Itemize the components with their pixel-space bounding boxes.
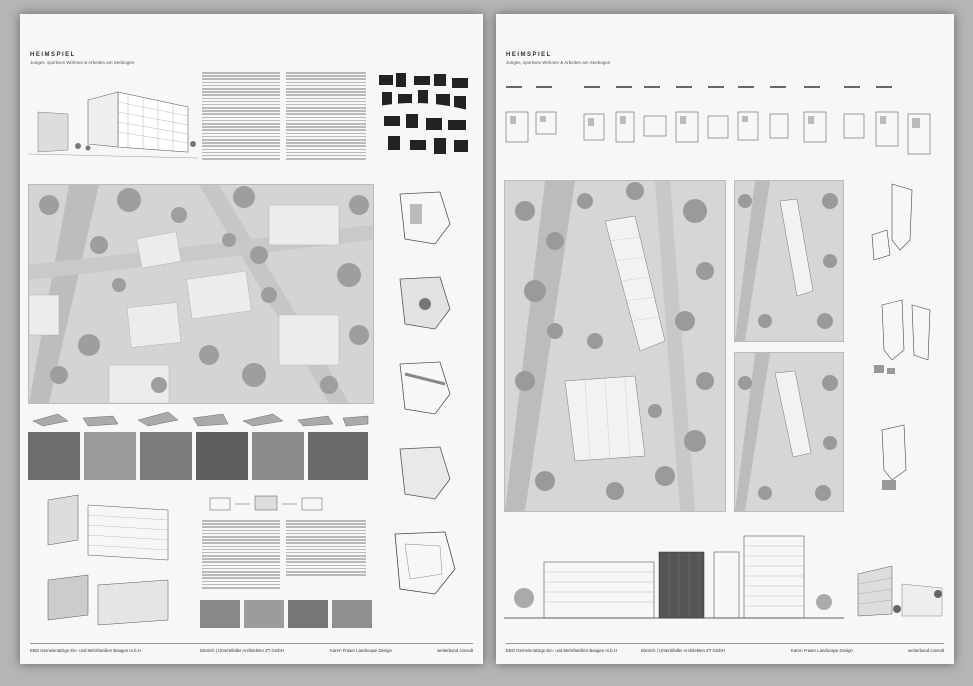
poster-title: HEIMSPIEL	[506, 52, 552, 58]
poster-subtitle: Junges, sportives Wohnen & Arbeiten am Seebogen	[506, 60, 611, 65]
typology-row	[504, 84, 944, 164]
text-block-lower-2	[286, 520, 366, 577]
poster-right	[496, 14, 954, 664]
furniture-row	[28, 406, 372, 428]
perspective-sketch	[28, 72, 198, 172]
footer-architect: Dietrich | Untertrifaller Architekten ZT GmbH	[200, 648, 284, 653]
diagram-2	[380, 269, 474, 341]
poster-title: HEIMSPIEL	[30, 52, 76, 58]
site-plan-main	[28, 184, 374, 404]
diagram-5	[380, 524, 474, 604]
poster-footer	[506, 643, 944, 656]
photo-10	[332, 600, 372, 628]
axonometric-diagram	[28, 490, 188, 630]
photo-7	[200, 600, 240, 628]
footer-landscape: Karen Fraser Landscape Design	[330, 648, 392, 653]
footer-consultant: weiterbund consult	[437, 648, 473, 653]
photo-9	[288, 600, 328, 628]
footer-landscape: Karen Fraser Landscape Design	[791, 648, 853, 653]
text-column-2	[286, 72, 366, 161]
figure-ground-plan	[374, 70, 474, 170]
photo-1	[28, 432, 80, 480]
photo-6	[308, 432, 368, 480]
text-block-lower-1	[202, 520, 280, 590]
poster-subtitle: Junges, sportives Wohnen & Arbeiten am Seebogen	[30, 60, 135, 65]
photo-2	[84, 432, 136, 480]
building-section	[504, 532, 844, 622]
text-column-1	[202, 72, 280, 161]
upper-floor-plan-2	[734, 352, 844, 512]
footer-architect: Dietrich | Untertrifaller Architekten ZT GmbH	[641, 648, 725, 653]
photo-5	[252, 432, 304, 480]
street-perspective	[852, 554, 948, 624]
photo-8	[244, 600, 284, 628]
building-diagrams	[852, 180, 948, 520]
footer-consultant: weiterbund consult	[908, 648, 944, 653]
diagram-3	[380, 354, 474, 426]
upper-floor-plan-1	[734, 180, 844, 342]
poster-footer	[30, 643, 473, 656]
diagram-1	[380, 184, 474, 256]
photo-3	[140, 432, 192, 480]
diagram-4	[380, 439, 474, 511]
poster-left	[20, 14, 483, 664]
footer-client: EBG Gemeinnützige Ein- und Mehrfamilien Baugen m.b.H	[30, 648, 141, 653]
concept-sketch	[200, 490, 370, 516]
photo-4	[196, 432, 248, 480]
ground-floor-plan	[504, 180, 726, 512]
footer-client: EBG Gemeinnützige Ein- und Mehrfamilien Baugen m.b.H	[506, 648, 617, 653]
